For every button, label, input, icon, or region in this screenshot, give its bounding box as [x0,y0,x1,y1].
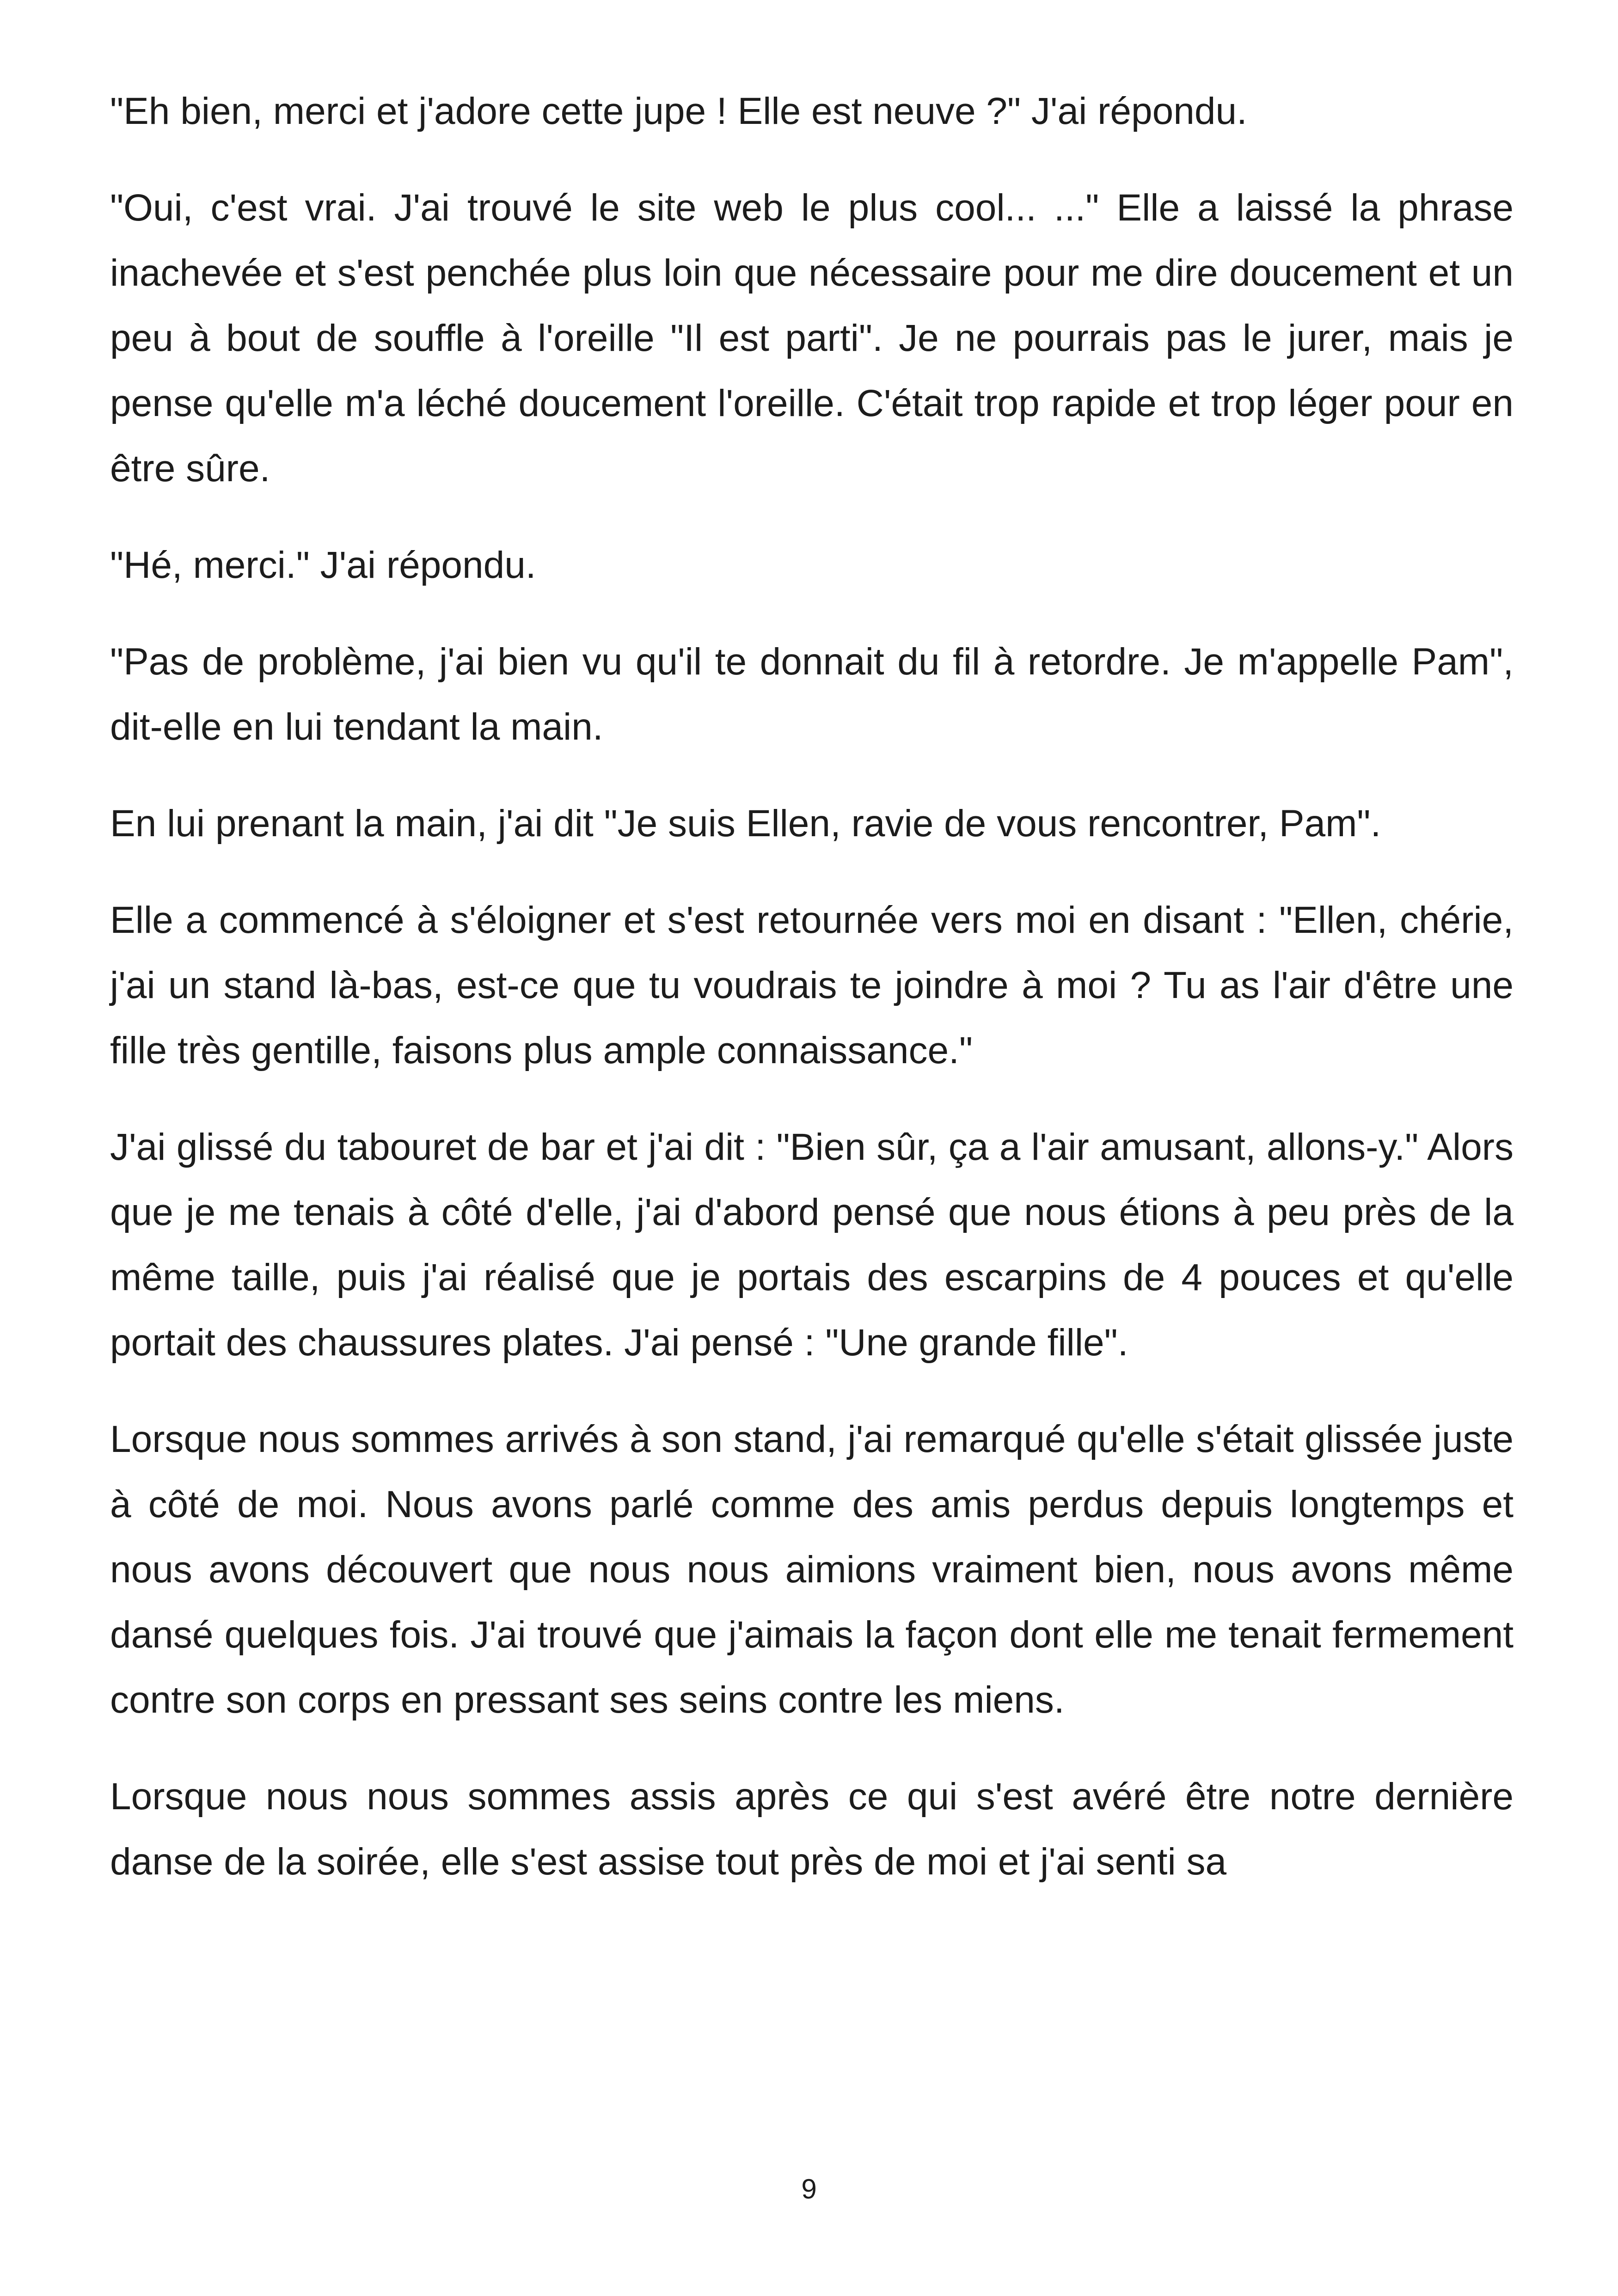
paragraph-8: Lorsque nous sommes arrivés à son stand, j'ai remarqué qu'elle s'était glissée juste à côté de moi. Nous avons parlé comme des amis perdus depuis longtemps et nous avons découvert que nous nous aimions vraiment bien, nous avons même dansé quelques fois. J'ai trouvé que j'aimais la façon dont elle me tenait fermement contre son corps en pressant ses seins contre les miens. [110,1418,1514,1721]
paragraph-7: J'ai glissé du tabouret de bar et j'ai dit : "Bien sûr, ça a l'air amusant, allons-y." Alors que je me tenais à côté d'elle, j'ai d'abord pensé que nous étions à peu près de la même taille, puis j'ai réalisé que je portais des escarpins de 4 pouces et qu'elle portait des chaussures plates. J'ai pensé : "Une grande fille". [110,1126,1514,1364]
paragraph-6: Elle a commencé à s'éloigner et s'est retournée vers moi en disant : "Ellen, chérie, j'ai un stand là-bas, est-ce que tu voudrais te joindre à moi ? Tu as l'air d'être une fille très gentille, faisons plus ample connaissance." [110,899,1514,1071]
body-text [110,79,1514,1926]
paragraph-1: "Eh bien, merci et j'adore cette jupe ! Elle est neuve ?" J'ai répondu. [110,90,1247,132]
paragraph-2: "Oui, c'est vrai. J'ai trouvé le site web le plus cool... ..." Elle a laissé la phrase inachevée et s'est penchée plus loin que nécessaire pour me dire doucement et un peu à bout de souffle à l'oreille "Il est parti". Je ne pourrais pas le jurer, mais je pense qu'elle m'a léché doucement l'oreille. C'était trop rapide et trop léger pour en être sûre. [110,187,1514,490]
paragraph-9: Lorsque nous nous sommes assis après ce qui s'est avéré être notre dernière danse de la soirée, elle s'est assise tout près de moi et j'ai senti sa [110,1776,1514,1883]
paragraph-3: "Hé, merci." J'ai répondu. [110,544,536,586]
page-number: 9 [801,2174,817,2204]
paragraph-4: "Pas de problème, j'ai bien vu qu'il te donnait du fil à retordre. Je m'appelle Pam", dit-elle en lui tendant la main. [110,641,1514,748]
paragraph-5: En lui prenant la main, j'ai dit "Je suis Ellen, ravie de vous rencontrer, Pam". [110,802,1381,845]
